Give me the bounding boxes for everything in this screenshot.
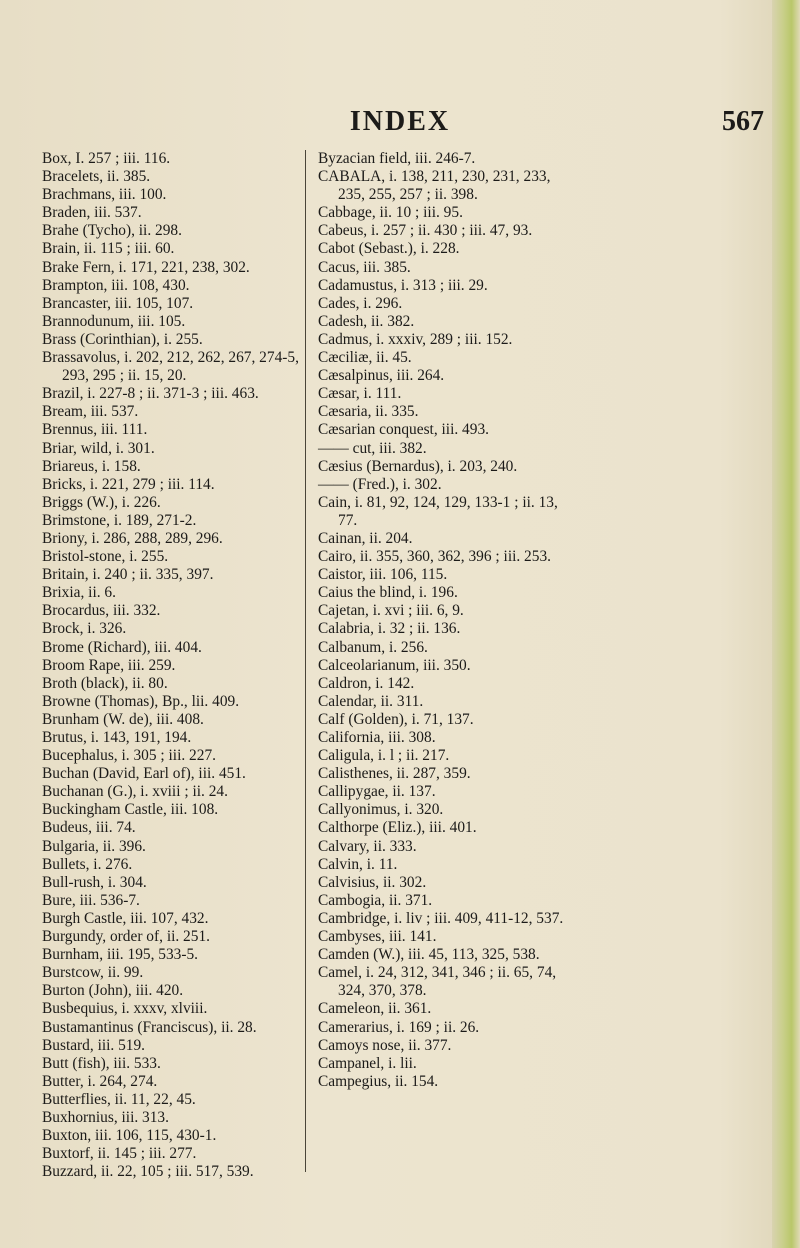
index-entry: Cabbage, ii. 10 ; iii. 95.: [318, 204, 463, 222]
index-entry: Buxtorf, ii. 145 ; iii. 277.: [42, 1145, 197, 1163]
index-entry: Brahe (Tycho), ii. 298.: [42, 222, 182, 240]
index-entry: Caistor, iii. 106, 115.: [318, 566, 448, 584]
index-entry: Burstcow, ii. 99.: [42, 964, 144, 982]
index-entry: Broom Rape, iii. 259.: [42, 656, 176, 674]
index-entry: Briony, i. 286, 288, 289, 296.: [42, 529, 223, 547]
index-entry: Cairo, ii. 355, 360, 362, 396 ; iii. 253.: [318, 548, 551, 566]
index-entry: Byzacian field, iii. 246-7.: [318, 150, 476, 167]
index-entry: Budeus, iii. 74.: [42, 819, 136, 837]
index-entry: Broth (black), ii. 80.: [42, 674, 168, 692]
index-entry: Burgh Castle, iii. 107, 432.: [42, 909, 209, 927]
index-entry: Brome (Richard), iii. 404.: [42, 638, 202, 656]
index-entry: Calendar, ii. 311.: [318, 692, 424, 710]
index-entry: Brass (Corinthian), i. 255.: [42, 330, 203, 348]
index-entry: Burton (John), iii. 420.: [42, 982, 184, 1000]
index-entry: Brassavolus, i. 202, 212, 262, 267, 274-5, 293, 295 ; ii. 15, 20.: [42, 349, 299, 385]
index-entry: Browne (Thomas), Bp., lii. 409.: [42, 692, 240, 710]
index-entry: California, iii. 308.: [318, 729, 436, 746]
index-entry: Calf (Golden), i. 71, 137.: [318, 710, 474, 728]
index-entry: —— (Fred.), i. 302.: [318, 475, 442, 493]
index-entry: Cambogia, ii. 371.: [318, 891, 433, 909]
index-entry: Bull-rush, i. 304.: [42, 873, 147, 891]
index-entry: Calbanum, i. 256.: [318, 638, 428, 656]
index-entry: Burgundy, order of, ii. 251.: [42, 928, 210, 946]
index-entry: Bullets, i. 276.: [42, 855, 133, 873]
index-entry: Cameleon, ii. 361.: [318, 1000, 432, 1018]
index-entry: Caldron, i. 142.: [318, 674, 415, 692]
index-entry: Briar, wild, i. 301.: [42, 439, 155, 457]
index-entry: Cadmus, i. xxxiv, 289 ; iii. 152.: [318, 330, 513, 348]
index-entry: Cæsius (Bernardus), i. 203, 240.: [318, 457, 518, 475]
index-entry: Buxton, iii. 106, 115, 430-1.: [42, 1127, 217, 1145]
index-entry: Box, I. 257 ; iii. 116.: [42, 150, 171, 167]
index-entry: Bricks, i. 221, 279 ; iii. 114.: [42, 475, 215, 493]
index-entry: Caligula, i. l ; ii. 217.: [318, 747, 450, 765]
index-entry: Cæsalpinus, iii. 264.: [318, 367, 445, 385]
index-entry: Brachmans, iii. 100.: [42, 186, 167, 204]
index-entry: Bustard, iii. 519.: [42, 1036, 146, 1054]
index-entry: Butterflies, ii. 11, 22, 45.: [42, 1090, 196, 1108]
index-entry: Cæsaria, ii. 335.: [318, 403, 419, 421]
index-entry: Bure, iii. 536-7.: [42, 891, 140, 909]
index-entry: Butter, i. 264, 274.: [42, 1072, 158, 1090]
index-entry: Buchan (David, Earl of), iii. 451.: [42, 765, 246, 783]
index-entry: Cæsarian conquest, iii. 493.: [318, 421, 489, 439]
index-entry: Bucephalus, i. 305 ; iii. 227.: [42, 747, 216, 765]
index-entry: Bracelets, ii. 385.: [42, 168, 151, 186]
index-entry: Briareus, i. 158.: [42, 457, 141, 475]
index-entry: Buxhornius, iii. 313.: [42, 1108, 169, 1126]
index-entry: Cainan, ii. 204.: [318, 529, 413, 547]
index-entry: Buckingham Castle, iii. 108.: [42, 801, 219, 819]
index-entry: Callyonimus, i. 320.: [318, 801, 444, 819]
index-entry: Calceolarianum, iii. 350.: [318, 656, 471, 674]
index-entry: Cambyses, iii. 141.: [318, 928, 437, 946]
index-entry: Brain, ii. 115 ; iii. 60.: [42, 240, 175, 258]
index-entry: Brimstone, i. 189, 271-2.: [42, 511, 197, 529]
index-column-right: [318, 150, 580, 1091]
index-entry: Cabot (Sebast.), i. 228.: [318, 240, 460, 258]
index-entry: Busbequius, i. xxxv, xlviii.: [42, 1000, 208, 1018]
index-entry: Cabeus, i. 257 ; ii. 430 ; iii. 47, 93.: [318, 222, 533, 240]
index-entry: Camerarius, i. 169 ; ii. 26.: [318, 1018, 480, 1036]
index-entry: Buchanan (G.), i. xviii ; ii. 24.: [42, 783, 228, 801]
index-entry: —— cut, iii. 382.: [318, 439, 427, 457]
page-edge: [772, 0, 800, 1248]
index-entry: Brutus, i. 143, 191, 194.: [42, 729, 192, 746]
index-entry: Cacus, iii. 385.: [318, 258, 411, 276]
index-entry: Buzzard, ii. 22, 105 ; iii. 517, 539.: [42, 1163, 254, 1181]
index-entry: Calvisius, ii. 302.: [318, 873, 427, 891]
index-entry: Bream, iii. 537.: [42, 403, 139, 421]
index-entry: Caius the blind, i. 196.: [318, 584, 458, 602]
index-entry: Campanel, i. lii.: [318, 1054, 417, 1072]
index-entry: Braden, iii. 537.: [42, 204, 142, 222]
index-entry: Calvary, ii. 333.: [318, 837, 417, 855]
index-entry: Cæsar, i. 111.: [318, 385, 402, 403]
page-title: INDEX: [349, 106, 451, 137]
index-entry: Brock, i. 326.: [42, 620, 127, 638]
index-entry: Brancaster, iii. 105, 107.: [42, 294, 194, 312]
index-entry: Brunham (W. de), iii. 408.: [42, 710, 204, 728]
index-entry: Brixia, ii. 6.: [42, 584, 116, 602]
index-entry: Calvin, i. 11.: [318, 855, 398, 873]
index-entry: Briggs (W.), i. 226.: [42, 493, 161, 511]
index-entry: Cadesh, ii. 382.: [318, 312, 415, 330]
index-entry: Bulgaria, ii. 396.: [42, 837, 146, 855]
index-entry: Butt (fish), iii. 533.: [42, 1054, 161, 1072]
index-entry: Brampton, iii. 108, 430.: [42, 276, 190, 294]
index-entry: Cadamustus, i. 313 ; iii. 29.: [318, 276, 488, 294]
index-entry: Bristol-stone, i. 255.: [42, 548, 169, 566]
index-entry: CABALA, i. 138, 211, 230, 231, 233, 235, 255, 257 ; ii. 398.: [318, 168, 551, 204]
index-entry: Burnham, iii. 195, 533-5.: [42, 946, 199, 964]
index-entry: Camel, i. 24, 312, 341, 346 ; ii. 65, 74, 324, 370, 378.: [318, 964, 557, 1000]
index-entry: Cambridge, i. liv ; iii. 409, 411-12, 537.: [318, 909, 564, 927]
index-entry: Cades, i. 296.: [318, 294, 403, 312]
index-entry: Callipygae, ii. 137.: [318, 783, 436, 801]
index-column-left: [42, 150, 304, 1181]
index-entry: Cæciliæ, ii. 45.: [318, 349, 412, 367]
index-entry: Calthorpe (Eliz.), iii. 401.: [318, 819, 477, 837]
index-entry: Calabria, i. 32 ; ii. 136.: [318, 620, 461, 638]
column-divider: [305, 150, 306, 1172]
index-entry: Brocardus, iii. 332.: [42, 602, 161, 620]
index-entry: Campegius, ii. 154.: [318, 1072, 439, 1090]
index-entry: Camden (W.), iii. 45, 113, 325, 538.: [318, 946, 540, 964]
index-entry: Brannodunum, iii. 105.: [42, 312, 186, 330]
index-entry: Brazil, i. 227-8 ; ii. 371-3 ; iii. 463.: [42, 385, 259, 403]
index-entry: Cajetan, i. xvi ; iii. 6, 9.: [318, 602, 464, 620]
index-entry: Cain, i. 81, 92, 124, 129, 133-1 ; ii. 13, 77.: [318, 493, 558, 529]
index-entry: Bustamantinus (Franciscus), ii. 28.: [42, 1018, 257, 1036]
index-entry: Britain, i. 240 ; ii. 335, 397.: [42, 566, 214, 584]
index-entry: Brennus, iii. 111.: [42, 421, 148, 439]
index-entry: Calisthenes, ii. 287, 359.: [318, 765, 471, 783]
index-entry: Camoys nose, ii. 377.: [318, 1036, 452, 1054]
index-entry: Brake Fern, i. 171, 221, 238, 302.: [42, 258, 250, 276]
page-number: 567: [722, 106, 764, 137]
